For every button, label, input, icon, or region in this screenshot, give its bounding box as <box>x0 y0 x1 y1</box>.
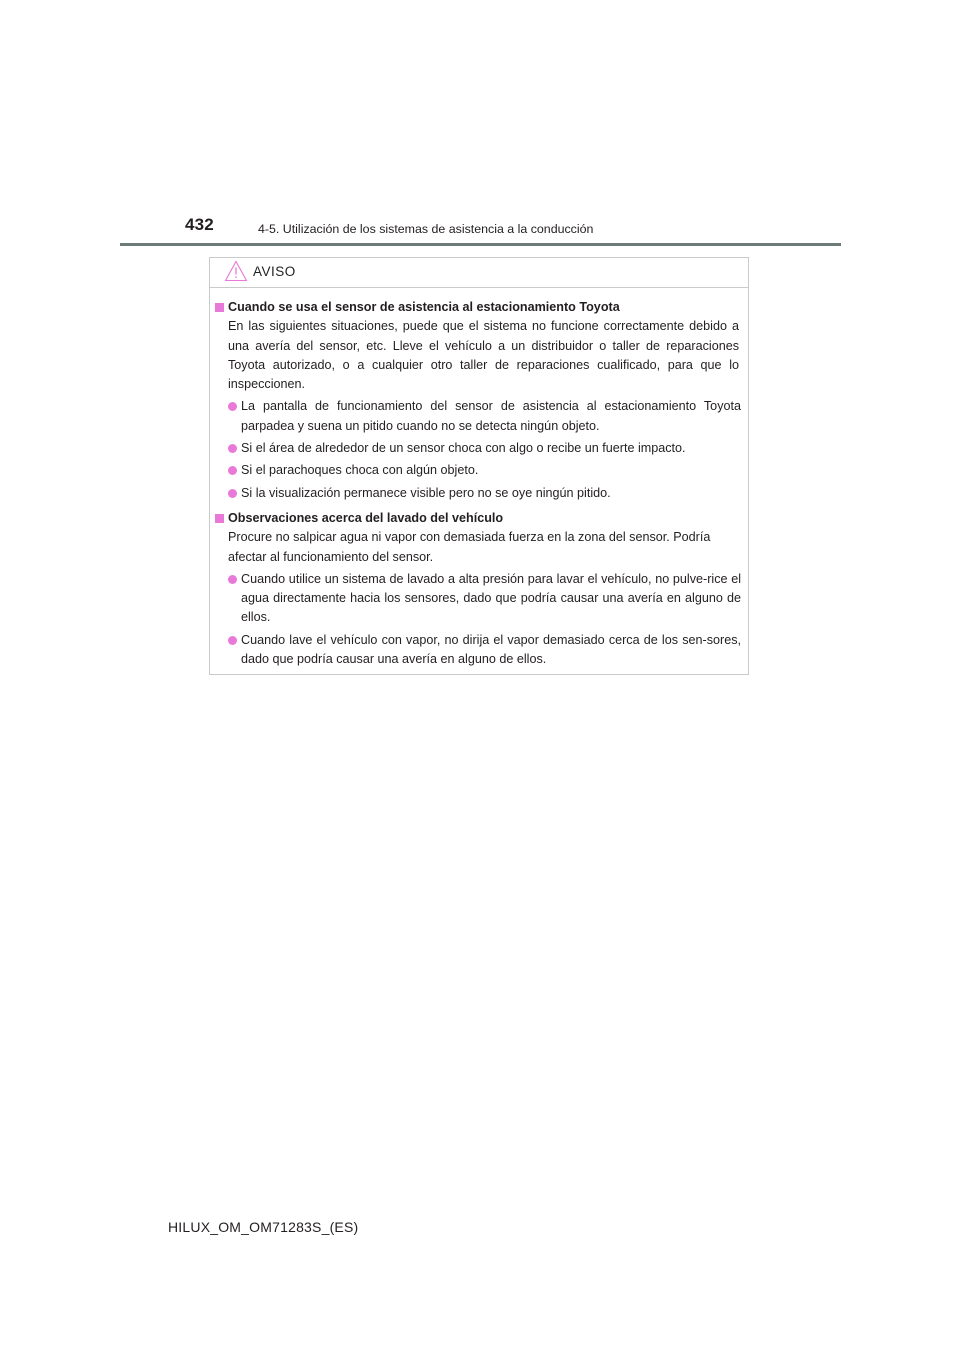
square-bullet-icon <box>215 514 224 523</box>
warning-title: AVISO <box>253 264 296 279</box>
list-item-text: Si el área de alrededor de un sensor choca con algo o recibe un fuerte impacto. <box>241 441 686 456</box>
list-item <box>210 570 748 628</box>
list-item <box>210 397 748 436</box>
section-heading-text: Cuando se usa el sensor de asistencia al estacionamiento Toyota <box>228 300 620 314</box>
list-item-text: Cuando utilice un sistema de lavado a alta presión para lavar el vehículo, no pulve-rice el agua directamente hacia los sensores, dado que podría causar una avería en alguno de ellos. <box>241 571 741 625</box>
list-item <box>210 484 748 503</box>
section-paragraph: En las siguientes situaciones, puede que el sistema no funcione correctamente debido a una avería del sensor, etc. Lleve el vehículo a un distribuidor o taller de reparaciones Toyota autorizado, o a cualquier otro taller de reparaciones cualificado, para que lo inspeccionen. <box>228 319 739 392</box>
list-item-text: Si la visualización permanece visible pero no se oye ningún pitido. <box>241 485 611 500</box>
list-item <box>210 631 748 670</box>
footer-doc-code: HILUX_OM_OM71283S_(ES) <box>168 1219 359 1235</box>
warning-content <box>210 298 748 669</box>
circle-bullet-icon <box>228 636 237 645</box>
square-bullet-icon <box>215 303 224 312</box>
circle-bullet-icon <box>228 444 237 453</box>
header-divider <box>120 243 841 246</box>
list-item <box>210 439 748 458</box>
section-paragraph: Procure no salpicar agua ni vapor con demasiada fuerza en la zona del sensor. Podría afectar al funcionamiento del sensor. <box>228 530 711 564</box>
list-item-text: Cuando lave el vehículo con vapor, no dirija el vapor demasiado cerca de los sen-sores, dado que podría causar una avería en alguno de ellos. <box>241 632 741 667</box>
warning-header <box>210 258 748 288</box>
section-heading <box>210 298 740 317</box>
circle-bullet-icon <box>228 489 237 498</box>
list-item-text: Si el parachoques choca con algún objeto. <box>241 463 479 478</box>
section-heading-text: Observaciones acerca del lavado del vehículo <box>228 510 504 525</box>
circle-bullet-icon <box>228 575 237 584</box>
warning-triangle-icon <box>224 260 248 287</box>
list-item-text: La pantalla de funcionamiento del sensor de asistencia al estacionamiento Toyota parpadea y suena un pitido cuando no se detecta ningún objeto. <box>241 399 741 433</box>
section-title: 4-5. Utilización de los sistemas de asistencia a la conducción <box>258 222 594 236</box>
list-item <box>210 461 748 480</box>
page-number: 432 <box>185 215 214 234</box>
section-heading <box>210 509 740 528</box>
circle-bullet-icon <box>228 466 237 475</box>
warning-box <box>209 257 749 675</box>
circle-bullet-icon <box>228 402 237 411</box>
